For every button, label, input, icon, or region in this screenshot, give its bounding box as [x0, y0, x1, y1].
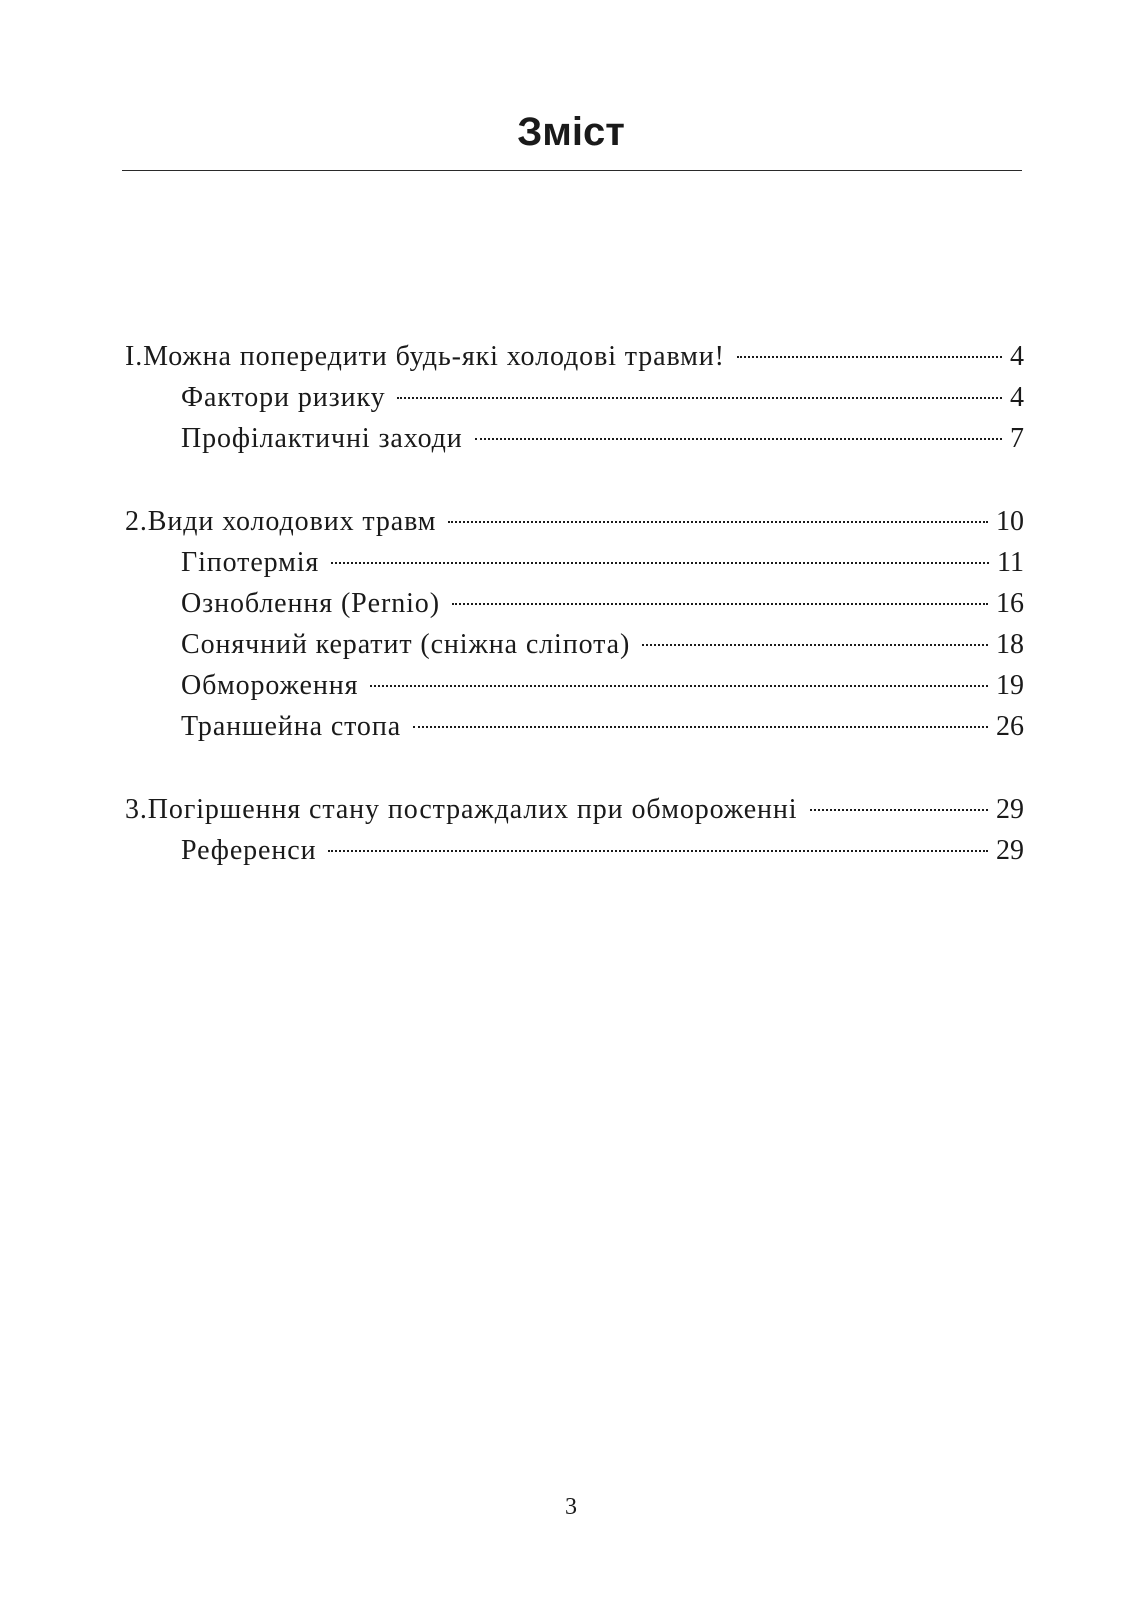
- toc-entry-page: 16: [996, 588, 1024, 619]
- toc-entry-label: Фактори ризику: [181, 382, 386, 413]
- dot-leader: [810, 809, 989, 811]
- dot-leader: [331, 562, 989, 564]
- toc-subentry[interactable]: [125, 583, 1024, 624]
- toc-entry[interactable]: [125, 789, 1024, 830]
- toc-entry-page: 4: [1010, 382, 1024, 413]
- dot-leader: [448, 521, 988, 523]
- toc-entry-page: 7: [1010, 423, 1024, 454]
- toc-entry-label: Гіпотермія: [181, 547, 320, 578]
- dot-leader: [328, 850, 988, 852]
- toc-section-3: [125, 789, 1024, 871]
- toc-entry-label: I.Можна попередити будь-які холодові травми!: [125, 341, 725, 372]
- toc-entry-label: 2.Види холодових травм: [125, 506, 437, 537]
- table-of-contents: [125, 336, 1024, 913]
- toc-entry-label: Профілактичні заходи: [181, 423, 463, 454]
- toc-entry-label: Референси: [181, 835, 317, 866]
- toc-entry[interactable]: [125, 336, 1024, 377]
- toc-entry-page: 19: [996, 670, 1024, 701]
- toc-entry-page: 4: [1010, 341, 1024, 372]
- toc-entry-page: 26: [996, 711, 1024, 742]
- toc-entry-page: 18: [996, 629, 1024, 660]
- toc-entry-label: Траншейна стопа: [181, 711, 402, 742]
- toc-entry-label: 3.Погіршення стану постраждалих при обмороженні: [125, 794, 798, 825]
- dot-leader: [397, 397, 1002, 399]
- toc-subentry[interactable]: [125, 542, 1024, 583]
- toc-entry-page: 10: [996, 506, 1024, 537]
- title-divider: [122, 170, 1022, 171]
- page-title: Зміст: [517, 110, 625, 154]
- dot-leader: [737, 356, 1002, 358]
- dot-leader: [642, 644, 988, 646]
- dot-leader: [452, 603, 988, 605]
- toc-subentry[interactable]: [125, 830, 1024, 871]
- toc-entry-page: 29: [996, 835, 1024, 866]
- page-number: 3: [565, 1494, 577, 1520]
- toc-entry-page: 11: [997, 547, 1024, 578]
- toc-entry-label: Ознобленн​я (Pernio): [181, 588, 440, 619]
- toc-subentry[interactable]: [125, 706, 1024, 747]
- toc-subentry[interactable]: [125, 418, 1024, 459]
- toc-subentry[interactable]: [125, 665, 1024, 706]
- toc-section-1: [125, 336, 1024, 459]
- toc-entry[interactable]: [125, 501, 1024, 542]
- toc-section-2: [125, 501, 1024, 747]
- toc-entry-page: 29: [996, 794, 1024, 825]
- dot-leader: [370, 685, 988, 687]
- toc-subentry[interactable]: [125, 377, 1024, 418]
- toc-subentry[interactable]: [125, 624, 1024, 665]
- dot-leader: [475, 438, 1002, 440]
- toc-entry-label: Обмороження: [181, 670, 359, 701]
- dot-leader: [413, 726, 988, 728]
- toc-entry-label: Сонячний кератит (сніжна сліпота): [181, 629, 631, 660]
